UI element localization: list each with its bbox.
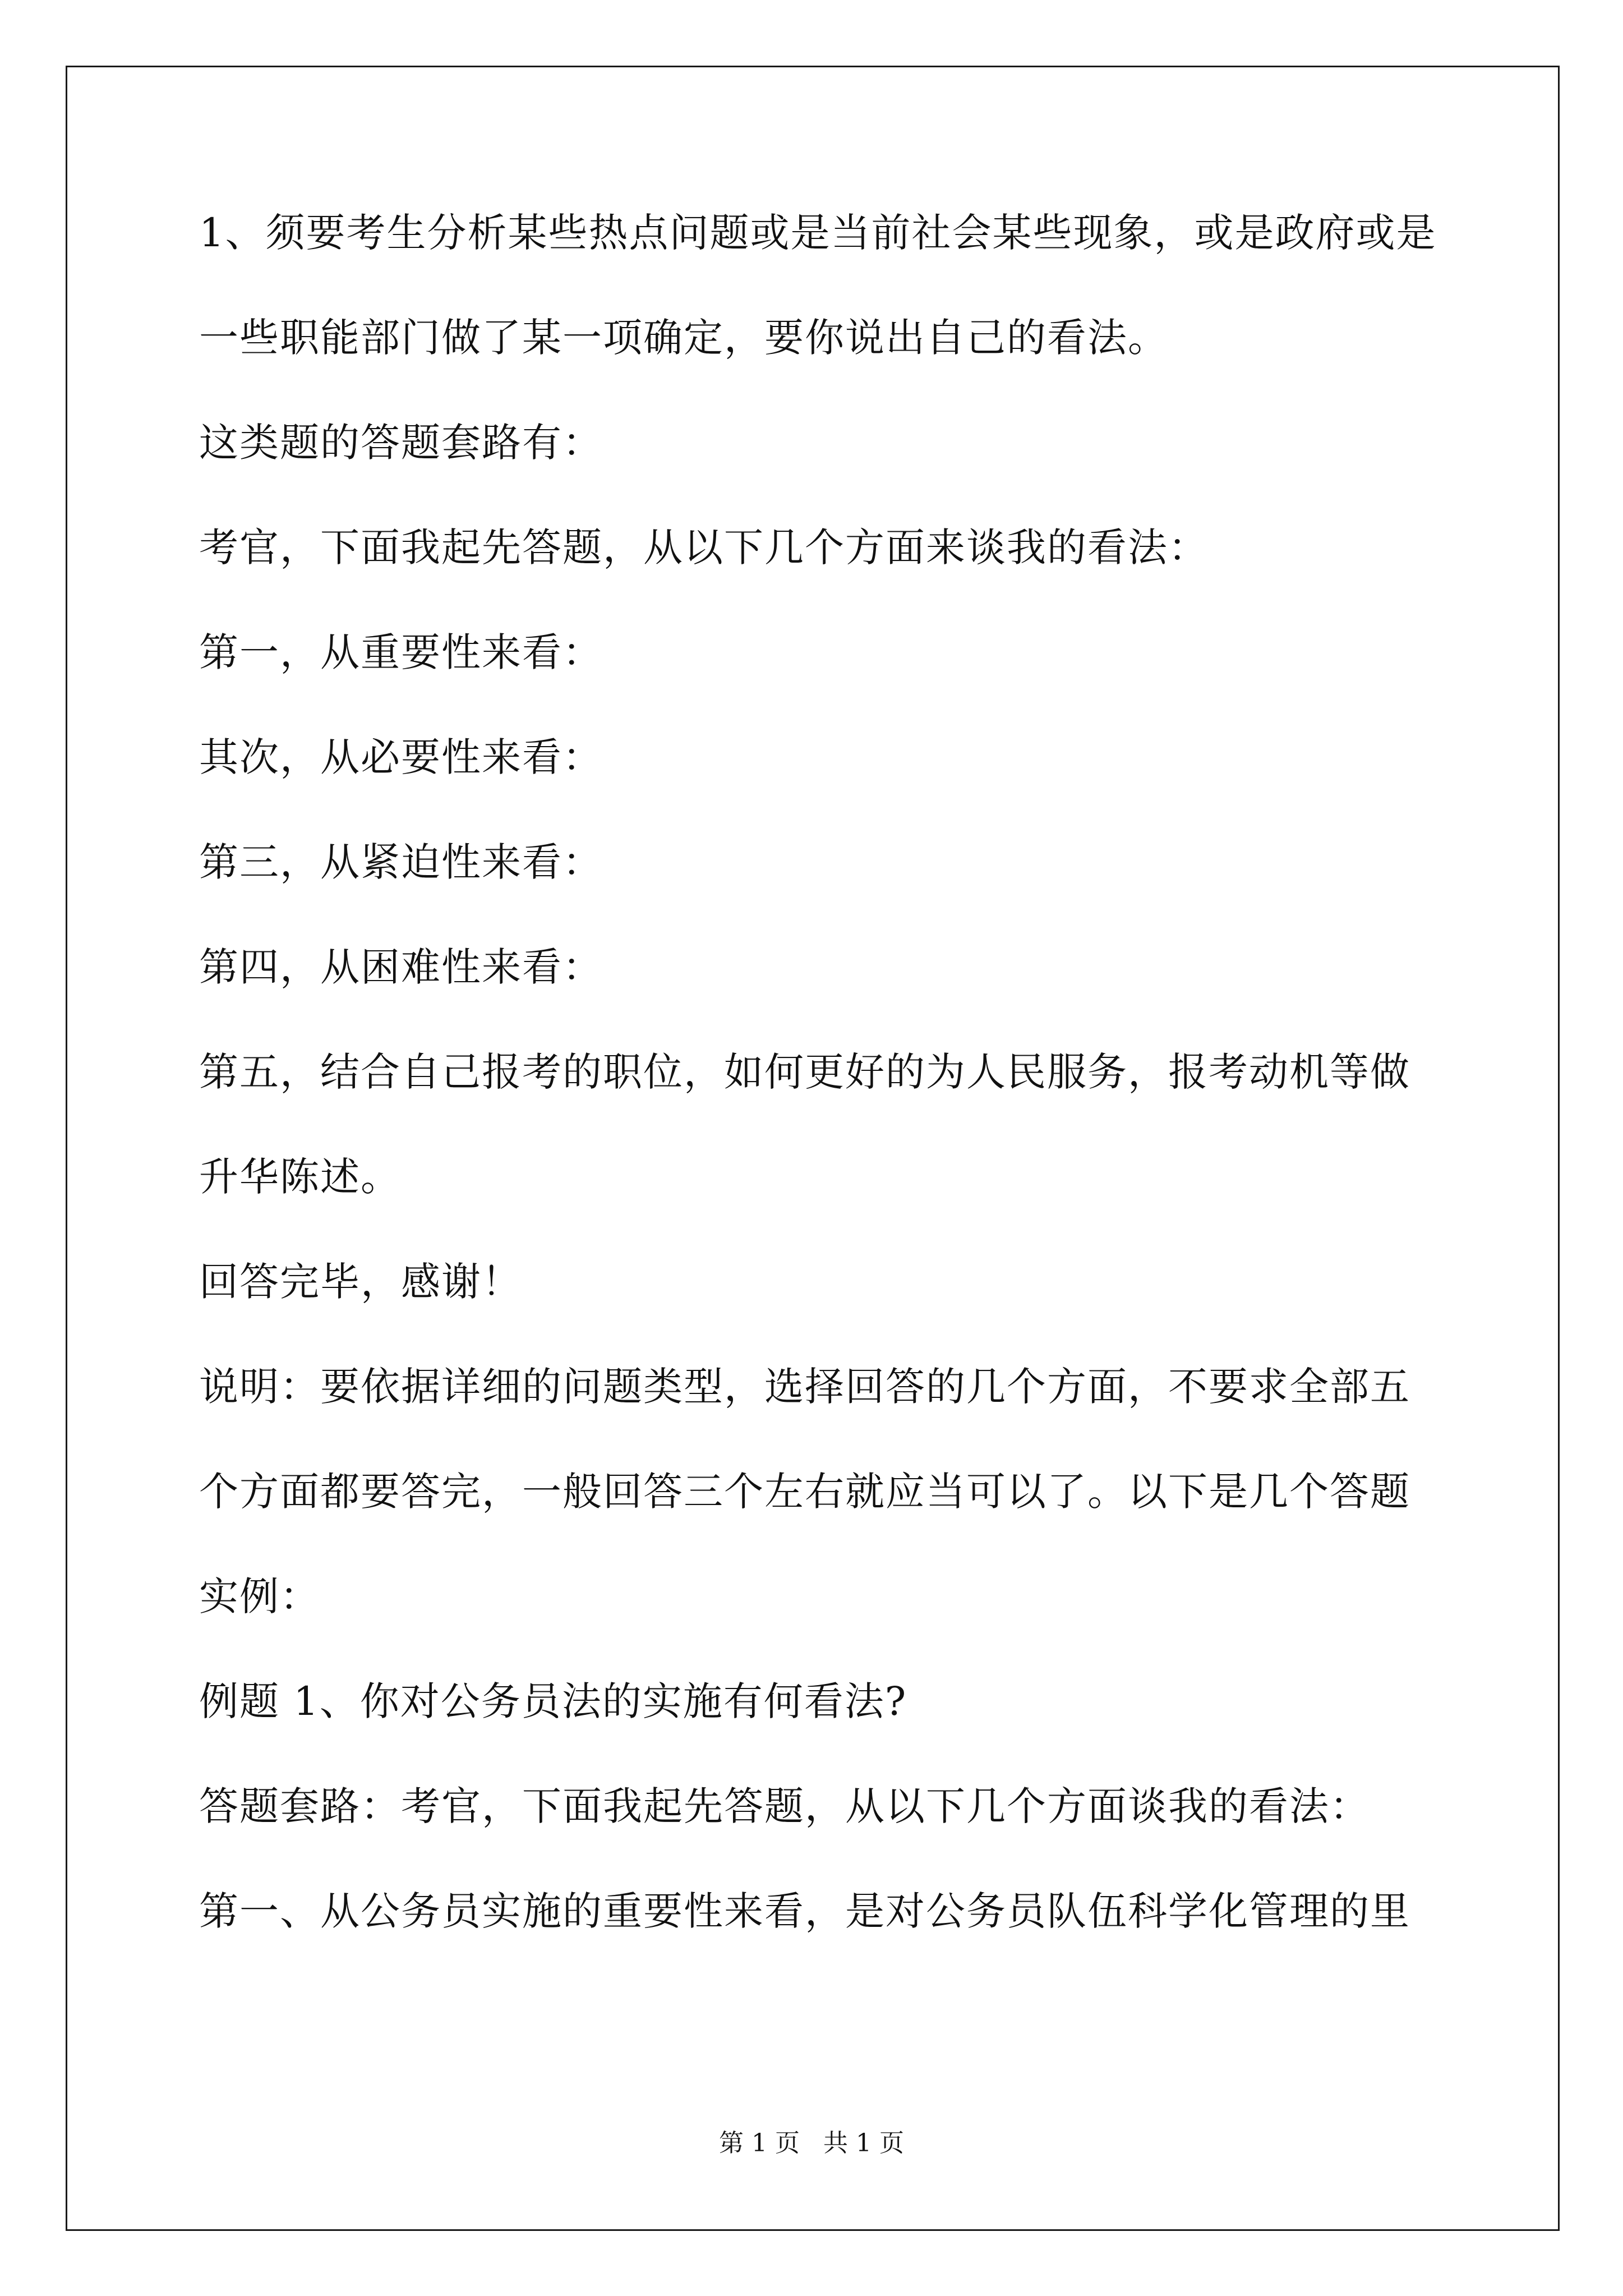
text-line: 第五，结合自己报考的职位，如何更好的为人民服务，报考动机等做 <box>199 1049 1410 1095</box>
text-line: 考官，下面我起先答题，从以下几个方面来谈我的看法： <box>199 524 1209 570</box>
text-line: 个方面都要答完，一般回答三个左右就应当可以了。以下是几个答题 <box>199 1469 1410 1515</box>
text-line: 这类题的答题套路有： <box>199 420 603 466</box>
text-line: 第一、从公务员实施的重要性来看，是对公务员队伍科学化管理的里 <box>199 1888 1410 1934</box>
text-line: 第四，从困难性来看： <box>199 944 603 990</box>
text-line: 答题套路：考官，下面我起先答题，从以下几个方面谈我的看法： <box>199 1783 1370 1829</box>
page-number-footer: 第 1 页 共 1 页 <box>719 2129 904 2157</box>
text-line: 其次，从必要性来看： <box>199 734 603 780</box>
text-line: 一些职能部门做了某一项确定，要你说出自己的看法。 <box>199 315 1168 361</box>
text-line: 例题 1、你对公务员法的实施有何看法? <box>199 1678 907 1724</box>
text-line: 第三，从紧迫性来看： <box>199 839 603 885</box>
text-line: 回答完毕，感谢！ <box>199 1259 522 1305</box>
text-line: 第一，从重要性来看： <box>199 629 603 675</box>
text-line: 升华陈述。 <box>199 1154 401 1200</box>
text-line: 实例： <box>199 1573 320 1619</box>
text-line: 1、须要考生分析某些热点问题或是当前社会某些现象，或是政府或是 <box>199 210 1437 256</box>
text-line: 说明：要依据详细的问题类型，选择回答的几个方面，不要求全部五 <box>199 1364 1410 1410</box>
